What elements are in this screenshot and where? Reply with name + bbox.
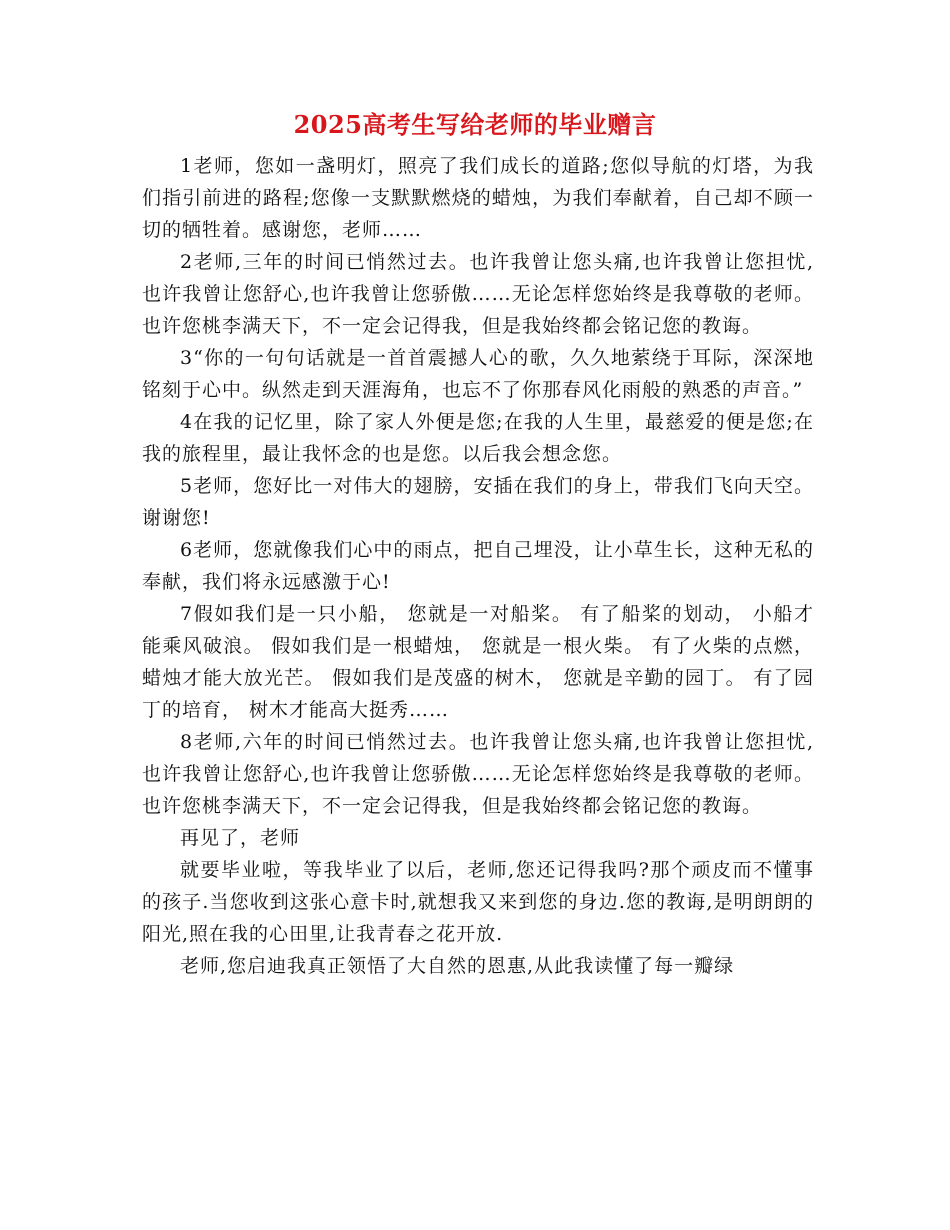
document-body [142,150,814,982]
section-heading-farewell: 再见了，老师 [180,827,301,849]
paragraph-4: 4在我的记忆里，除了家人外便是您;在我的人生里，最慈爱的便是您;在我的旅程里，最让我怀念的也是您。以后我会想念您。 [142,411,814,465]
paragraph-5: 5老师，您好比一对伟大的翅膀，安插在我们的身上，带我们飞向天空。谢谢您! [142,475,814,529]
paragraph-9: 就要毕业啦，等我毕业了以后，老师,您还记得我吗?那个顽皮而不懂事的孩子.当您收到这张心意卡时,就想我又来到您的身边.您的教诲,是明朗朗的阳光,照在我的心田里,让我青春之花开放. [142,859,814,945]
paragraph-10: 老师,您启迪我真正领悟了大自然的恩惠,从此我读懂了每一瓣绿 [180,955,735,977]
document-title: 2025高考生写给老师的毕业赠言 [293,110,657,139]
paragraph-2: 2老师,三年的时间已悄然过去。也许我曾让您头痛,也许我曾让您担忧,也许我曾让您舒心,也许我曾让您骄傲……无论怎样您始终是我尊敬的老师。也许您桃李满天下，不一定会记得我，但是我始终都会铭记您的教诲。 [142,251,814,337]
paragraph-8: 8老师,六年的时间已悄然过去。也许我曾让您头痛,也许我曾让您担忧,也许我曾让您舒心,也许我曾让您骄傲……无论怎样您始终是我尊敬的老师。也许您桃李满天下，不一定会记得我，但是我始终都会铭记您的教诲。 [142,731,814,817]
paragraph-6: 6老师，您就像我们心中的雨点，把自己埋没，让小草生长，这种无私的奉献，我们将永远感激于心! [142,539,814,593]
paragraph-3: 3“你的一句句话就是一首首震撼人心的歌，久久地萦绕于耳际，深深地铭刻于心中。纵然走到天涯海角，也忘不了你那春风化雨般的熟悉的声音。” [142,347,814,401]
paragraph-1: 1老师，您如一盏明灯，照亮了我们成长的道路;您似导航的灯塔，为我们指引前进的路程;您像一支默默燃烧的蜡烛，为我们奉献着，自己却不顾一切的牺牲着。感谢您，老师…… [142,155,814,241]
paragraph-7: 7假如我们是一只小船， 您就是一对船桨。 有了船桨的划动， 小船才能乘风破浪。 假如我们是一根蜡烛， 您就是一根火柴。 有了火柴的点燃， 蜡烛才能大放光芒。 假如我们是茂盛的树木， 您就是辛勤的园丁。 有了园丁的培育， 树木才能高大挺秀…… [142,603,814,721]
